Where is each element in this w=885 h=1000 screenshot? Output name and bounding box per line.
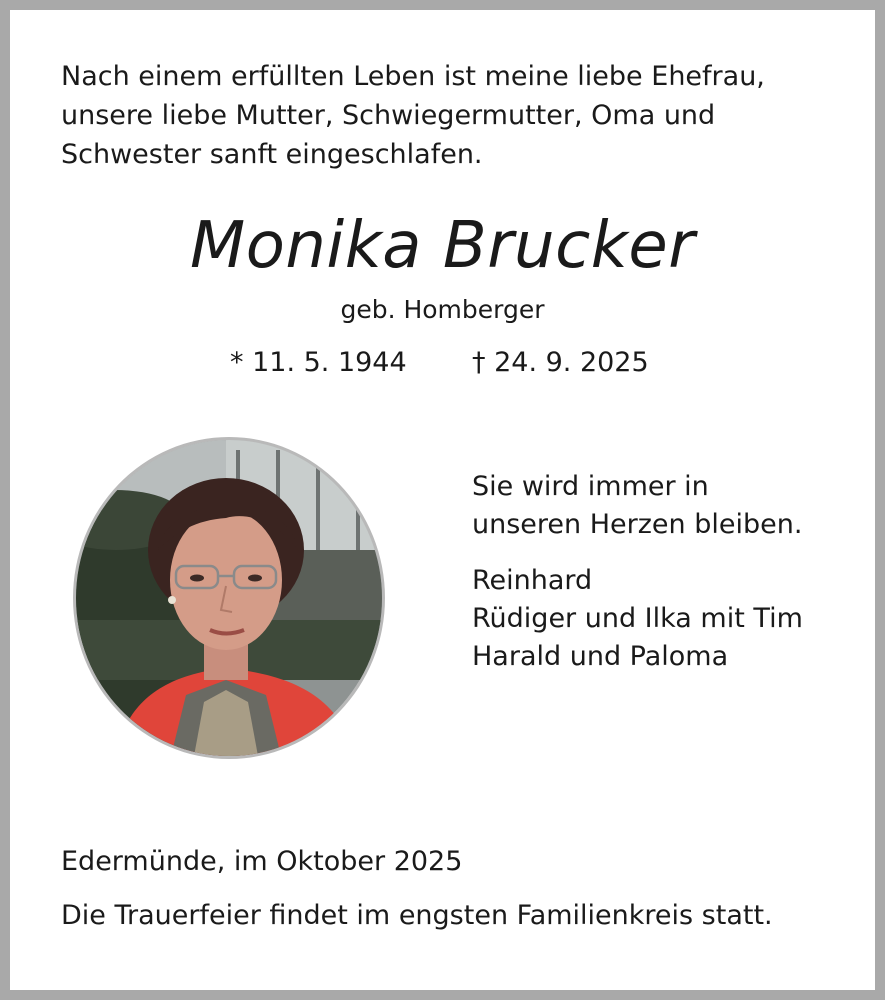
birth-name: geb. Homberger	[340, 295, 545, 324]
intro-line: Schwester sanft eingeschlafen.	[61, 139, 483, 170]
place-and-date: Edermünde, im Oktober 2025	[61, 846, 463, 877]
portrait-photo	[73, 437, 385, 759]
deceased-name: Monika Brucker	[189, 209, 696, 283]
message-line: Sie wird immer in	[472, 471, 709, 502]
intro-line: unsere liebe Mutter, Schwiegermutter, Oma und	[61, 100, 716, 131]
mourners-list	[472, 562, 803, 676]
obituary-card	[10, 10, 875, 990]
funeral-note: Die Trauerfeier findet im engsten Familienkreis statt.	[61, 900, 773, 931]
death-date: † 24. 9. 2025	[472, 347, 649, 378]
mourner-entry: Rüdiger und Ilka mit Tim	[472, 603, 803, 634]
mourner-entry: Reinhard	[472, 565, 593, 596]
intro-line: Nach einem erfüllten Leben ist meine liebe Ehefrau,	[61, 61, 765, 92]
birth-date: * 11. 5. 1944	[230, 347, 407, 378]
memorial-message	[472, 468, 802, 544]
intro-text	[61, 57, 841, 174]
mourner-entry: Harald und Paloma	[472, 641, 729, 672]
message-line: unseren Herzen bleiben.	[472, 509, 803, 540]
